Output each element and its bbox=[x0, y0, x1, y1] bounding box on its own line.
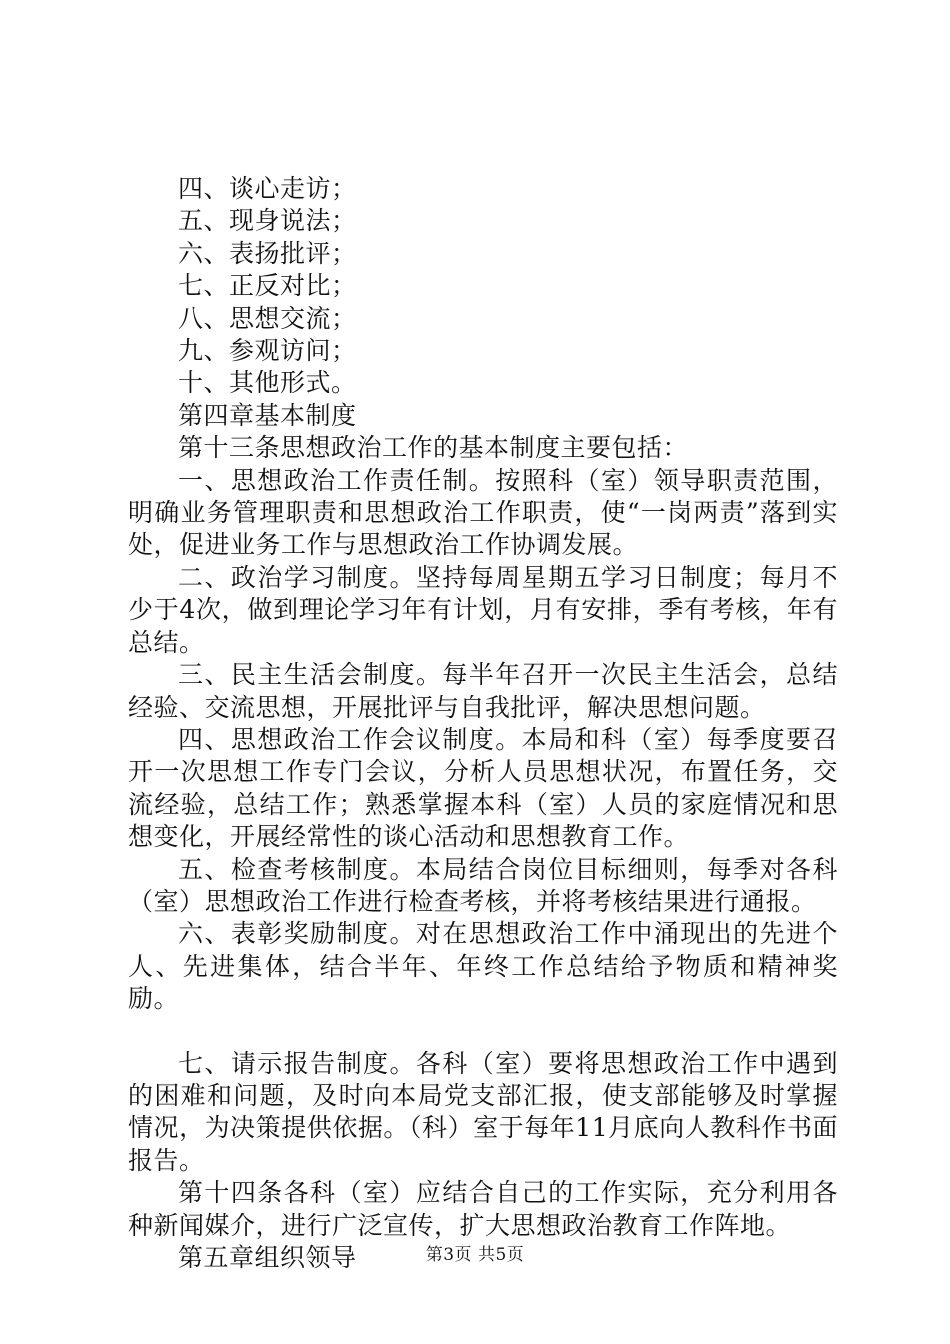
list-item: 四、谈心走访； bbox=[178, 174, 357, 203]
paragraph: 四、思想政治工作会议制度。本局和科（室）每季度要召开一次思想工作专门会议，分析人员思想状况，布置任务，交流经验，总结工作；熟悉掌握本科（室）人员的家庭情况和思想变化，开展经常性的谈心活动和思想教育工作。 bbox=[128, 724, 838, 852]
list-item: 九、参观访问； bbox=[178, 336, 357, 366]
paragraph: 五、检查考核制度。本局结合岗位目标细则，每季对各科（室）思想政治工作进行检查考核，并将考核结果进行通报。 bbox=[128, 854, 838, 916]
paragraph: 三、民主生活会制度。每半年召开一次民主生活会，总结经验、交流思想，开展批评与自我批评，解决思想问题。 bbox=[128, 660, 838, 722]
paragraph: 六、表彰奖励制度。对在思想政治工作中涌现出的先进个人、先进集体，结合半年、年终工作总结给予物质和精神奖励。 bbox=[128, 919, 838, 1014]
paragraph: 一、思想政治工作责任制。按照科（室）领导职责范围，明确业务管理职责和思想政治工作职责，使“一岗两责”落到实处，促进业务工作与思想政治工作协调发展。 bbox=[128, 465, 838, 560]
paragraph: 第十四条各科（室）应结合自己的工作实际，充分利用各种新闻媒介，进行广泛宣传，扩大思想政治教育工作阵地。 bbox=[128, 1178, 838, 1240]
list-item: 七、正反对比； bbox=[178, 271, 357, 301]
chapter-heading: 第四章基本制度 bbox=[178, 400, 357, 430]
document-body bbox=[128, 173, 838, 1274]
page-footer: 第3页 共5页 bbox=[425, 1245, 525, 1265]
list-item: 八、思想交流； bbox=[178, 303, 357, 333]
chapter-heading: 第五章组织领导 bbox=[178, 1243, 357, 1272]
paragraph-gap bbox=[128, 1016, 838, 1048]
list-item: 五、现身说法； bbox=[178, 206, 357, 236]
list-item: 六、表扬批评； bbox=[178, 238, 357, 268]
article-heading: 第十三条思想政治工作的基本制度主要包括： bbox=[178, 433, 689, 463]
paragraph: 二、政治学习制度。坚持每周星期五学习日制度；每月不少于4次，做到理论学习年有计划，月有安排，季有考核，年有总结。 bbox=[128, 562, 838, 657]
list-item: 十、其他形式。 bbox=[178, 368, 357, 398]
paragraph: 七、请示报告制度。各科（室）要将思想政治工作中遇到的困难和问题，及时向本局党支部汇报，使支部能够及时掌握情况，为决策提供依据。（科）室于每年11月底向人教科作书面报告。 bbox=[128, 1048, 838, 1175]
